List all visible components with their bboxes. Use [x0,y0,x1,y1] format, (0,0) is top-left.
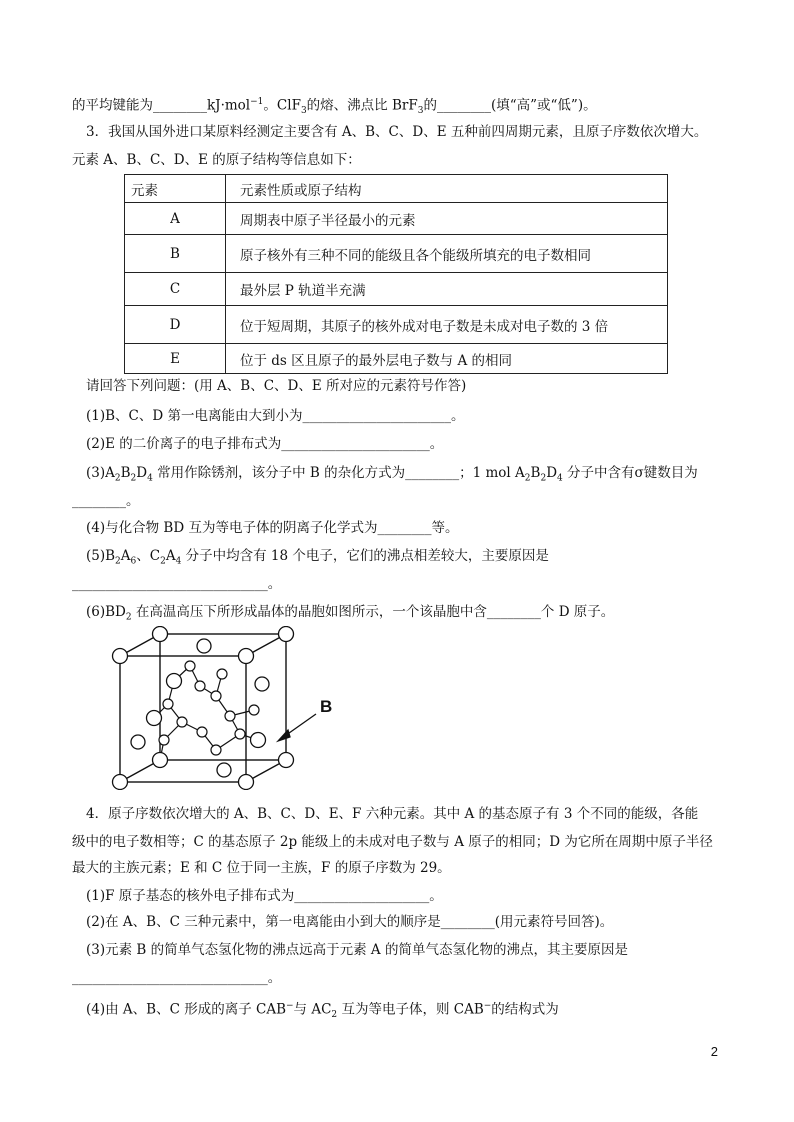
page-number: 2 [710,1044,718,1059]
q3-sub-4: (4)与化合物 BD 互为等电子体的阴离子化学式为________等。 [86,520,459,536]
q4-intro-2: 级中的电子数相等；C 的基态原子 2p 能级上的未成对电子数与 A 原子的相同；D 为它所在周期中原子半径 [72,834,713,850]
sub: 2 [160,556,166,567]
arrow-pointer [278,714,316,741]
q3-sub-3 [86,463,698,489]
sub: 2 [524,473,531,484]
sub: 2 [114,473,121,484]
text: (6)BD [86,604,126,620]
sub: 2 [540,473,547,484]
table-cell-desc: 原子核外有三种不同的能级且各个能级所填充的电子数相同 [226,235,668,273]
table-cell-desc: 最外层 P 轨道半充满 [226,273,668,306]
table-cell-desc: 位于 ds 区且原子的最外层电子数与 A 的相同 [226,344,668,374]
sub: 4 [175,556,182,567]
q4-intro-3: 最大的主族元素；E 和 C 位于同一主族，F 的原子序数为 29。 [72,860,451,876]
text: A [120,548,131,564]
table-cell-element: C [125,273,226,306]
figure-label-b: B [320,697,333,716]
table-cell-element: D [125,306,226,344]
cell-edges [120,634,286,782]
q4-sub-3-cont: _____________________________。 [72,970,282,986]
q3-instructions: 请回答下列问题：(用 A、B、C、D、E 所对应的元素符号作答) [86,378,467,394]
table-row [125,344,668,374]
text: 的________(填“高”或“低”)。 [423,97,597,114]
text: B [120,465,131,481]
text: D [136,465,148,481]
crystal-cell-figure [104,626,364,790]
text: 分子中均含有 18 个电子，它们的沸点相差较大，主要原因是 [181,548,549,564]
sub: 2 [130,473,137,484]
sub: 2 [331,1010,338,1021]
text: (4)由 A、B、C 形成的离子 CAB [86,1001,286,1018]
large-atoms [113,627,294,790]
q3-intro-2: 元素 A、B、C、D、E 的原子结构等信息如下： [72,152,361,168]
text: 常用作除锈剂，该分子中 B 的杂化方式为________；1 mol A [152,465,525,481]
text: 与 AC [293,1001,332,1018]
table-cell-desc: 周期表中原子半径最小的元素 [226,203,668,235]
sub: 3 [300,106,307,117]
q3-sub-1: (1)B、C、D 第一电离能由大到小为______________________。 [86,408,465,424]
table-cell-desc: 位于短周期，其原子的核外成对电子数是未成对电子数的 3 倍 [226,306,668,344]
text: 、C [136,548,161,564]
text: A [165,548,176,564]
sup: − [483,1001,492,1011]
text: B [530,465,541,481]
text: (5)B [86,548,116,564]
q3-sub-5 [86,546,549,572]
q4-intro-1: 4．原子序数依次增大的 A、B、C、D、E、F 六种元素。其中 A 的基态原子有 3 个不同的能级，各能 [86,806,699,822]
sub: 4 [557,473,563,484]
sub: 6 [130,556,137,567]
text: (3)A [86,465,115,481]
text: 互为等电子体，则 CAB [337,1001,484,1018]
sup: − [286,1001,294,1011]
q4-sub-4 [86,996,559,1025]
text: 的平均键能为________kJ·mol [72,97,251,114]
table-row [125,306,668,344]
q3-sub-6 [86,602,614,628]
text: 在高温高压下所形成晶体的晶胞如图所示，一个该晶胞中含________个 D 原子。 [131,604,615,620]
table-row [125,235,668,273]
text: 的结构式为 [491,1001,559,1018]
sub: 2 [125,612,132,623]
q3-intro-1: 3．我国从国外进口某原料经测定主要含有 A、B、C、D、E 五种前四周期元素，且原子序数依次增大。 [86,124,708,140]
q3-sub-2: (2)E 的二价离子的电子排布式为______________________。 [86,436,444,452]
element-info-table [124,174,668,374]
table-cell-element: B [125,235,226,273]
q4-sub-3: (3)元素 B 的简单气态氢化物的沸点远高于元素 A 的简单气态氢化物的沸点，其主要原因是 [86,942,628,958]
q4-sub-2: (2)在 A、B、C 三种元素中，第一电离能由小到大的顺序是________(用元素符号回答)。 [86,914,614,930]
q3-sub-3-cont: ________。 [72,493,140,509]
text: 分子中含有σ键数目为 [562,465,698,481]
text: 。ClF [263,97,301,114]
text: 的熔、沸点比 BrF [306,97,418,114]
text: D [546,465,558,481]
q3-sub-5-cont: _____________________________。 [72,576,282,592]
continued-line [72,92,597,121]
table-row [125,203,668,235]
table-cell-element: A [125,203,226,235]
sub: 3 [417,106,424,117]
sup: −1 [250,97,264,107]
table-cell-element: E [125,344,226,374]
table-row [125,273,668,306]
table-header-cell: 元素性质或原子结构 [226,175,668,203]
q4-sub-1: (1)F 原子基态的核外电子排布式为____________________。 [86,888,443,904]
sub: 4 [147,473,153,484]
table-header-row [125,175,668,203]
sub: 2 [115,556,121,567]
table-header-cell: 元素 [125,175,226,203]
